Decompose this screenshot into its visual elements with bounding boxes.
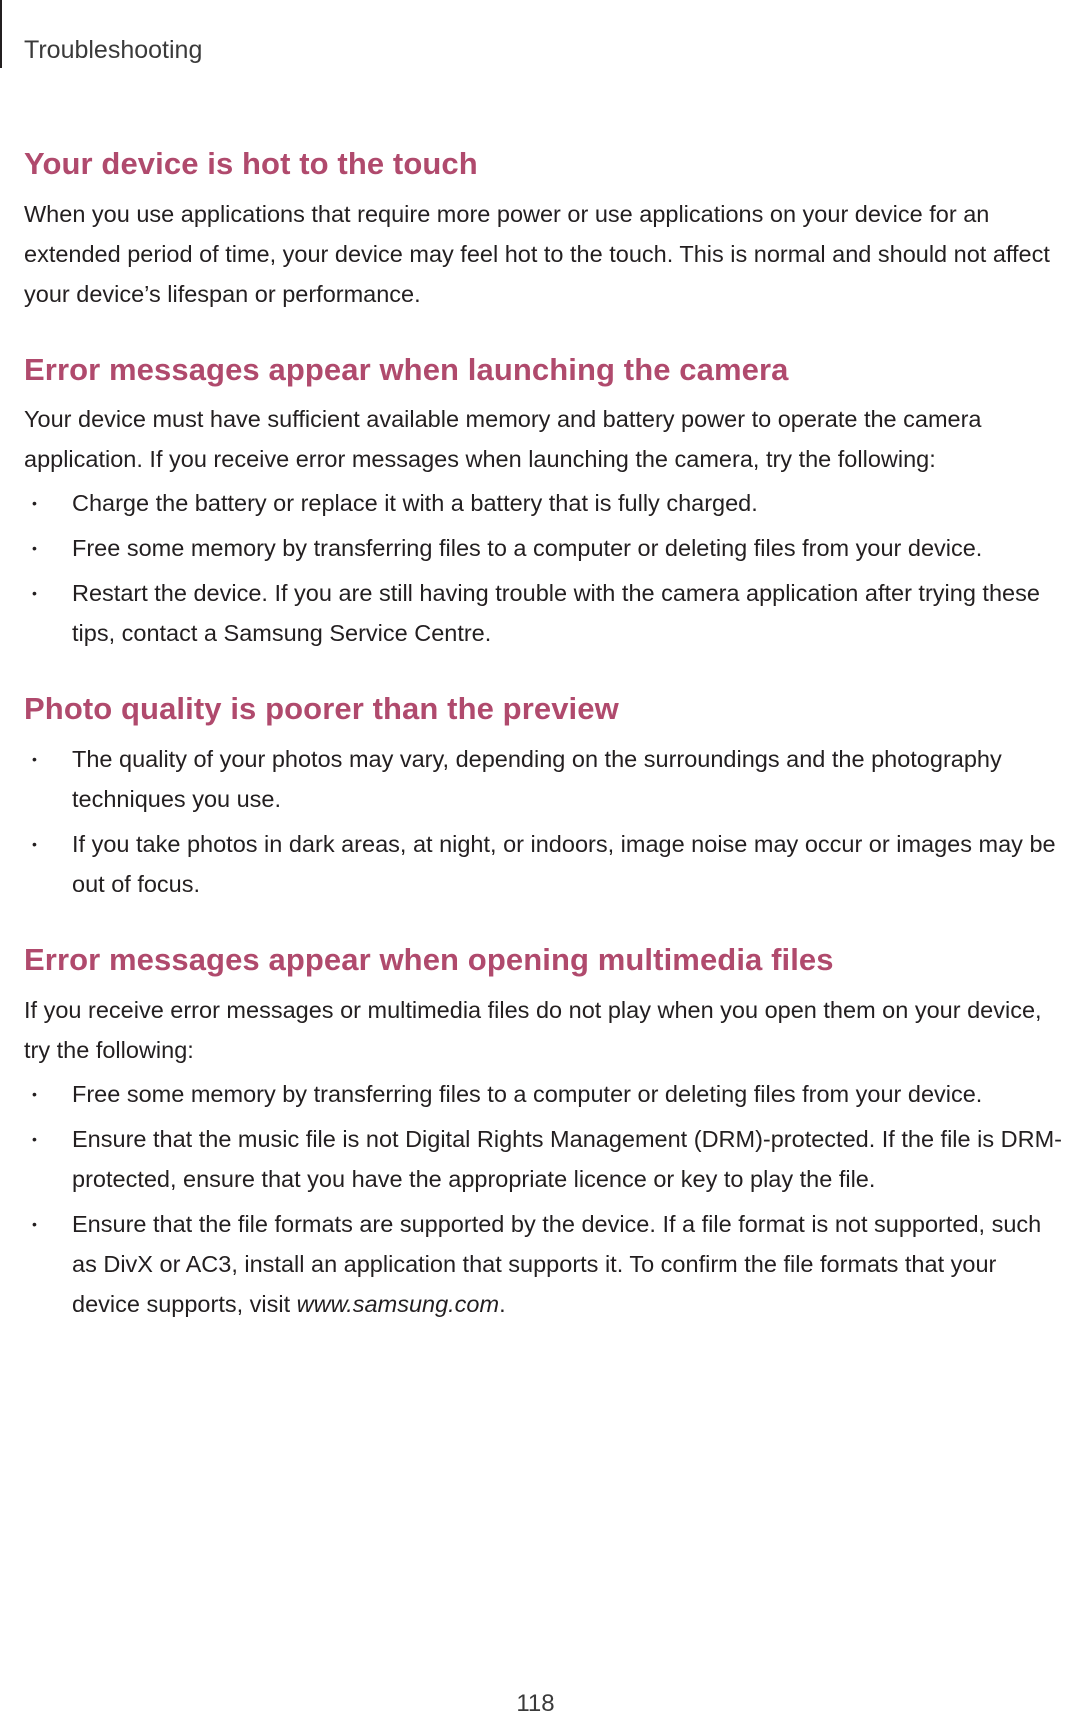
list-item	[24, 824, 1064, 904]
list-item-text: Charge the battery or replace it with a battery that is fully charged.	[72, 490, 758, 517]
section-heading: Your device is hot to the touch	[24, 146, 478, 181]
section-photo-quality	[24, 691, 1064, 904]
header-rule	[0, 0, 2, 68]
list-item-text: Restart the device. If you are still having trouble with the camera application after trying these tips, contact a Samsung Service Centre.	[72, 580, 1040, 647]
list-item-text: Ensure that the file formats are supported by the device. If a file format is not supported, such as DivX or AC3, install an application that supports it. To confirm the file formats that your device supports, visit	[72, 1210, 1042, 1317]
running-header: Troubleshooting	[24, 36, 203, 64]
list-item-text: Ensure that the music file is not Digital Rights Management (DRM)-protected. If the file is DRM-protected, ensure that you have the appropriate licence or key to play the file.	[72, 1125, 1062, 1192]
list-item	[24, 483, 1064, 523]
list-item	[24, 1074, 1064, 1114]
list-item-text: Free some memory by transferring files to a computer or deleting files from your device.	[72, 1080, 983, 1107]
list-item	[24, 573, 1064, 653]
page-content	[24, 146, 1064, 1329]
section-heading: Error messages appear when opening multimedia files	[24, 941, 834, 977]
bullet-list	[24, 739, 1064, 904]
list-item	[24, 739, 1064, 819]
section-hot-to-touch	[24, 146, 1064, 314]
list-item	[24, 528, 1064, 568]
section-multimedia-errors	[24, 942, 1064, 1324]
section-paragraph: When you use applications that require more power or use applications on your device for an extended period of time, your device may feel hot to the touch. This is normal and should not affect your device’s lifespan or performance.	[24, 200, 1050, 307]
bullet-icon: •	[32, 750, 37, 767]
bullet-icon: •	[32, 835, 37, 852]
section-heading: Error messages appear when launching the camera	[24, 351, 789, 387]
bullet-icon: •	[32, 495, 37, 512]
bullet-icon: •	[32, 1130, 37, 1147]
list-item-text-end: .	[499, 1290, 506, 1317]
bullet-list	[24, 1074, 1064, 1324]
page-number: 118	[516, 1690, 555, 1717]
samsung-website-link[interactable]: www.samsung.com	[296, 1290, 500, 1317]
list-item	[24, 1119, 1064, 1199]
list-item	[24, 1204, 1064, 1324]
bullet-icon: •	[32, 540, 37, 557]
section-camera-errors	[24, 352, 1064, 654]
section-paragraph: If you receive error messages or multimedia files do not play when you open them on your device, try the following:	[24, 996, 1042, 1063]
bullet-icon: •	[32, 1215, 37, 1232]
list-item-text: Free some memory by transferring files to a computer or deleting files from your device.	[72, 535, 983, 562]
bullet-icon: •	[32, 1085, 37, 1102]
bullet-icon: •	[32, 585, 37, 602]
list-item-text: The quality of your photos may vary, depending on the surroundings and the photography techniques you use.	[72, 745, 1002, 812]
bullet-list	[24, 483, 1064, 653]
section-paragraph: Your device must have sufficient available memory and battery power to operate the camera application. If you receive error messages when launching the camera, try the following:	[24, 406, 982, 473]
section-heading: Photo quality is poorer than the preview	[24, 691, 619, 727]
list-item-text: If you take photos in dark areas, at night, or indoors, image noise may occur or images may be out of focus.	[72, 830, 1056, 897]
